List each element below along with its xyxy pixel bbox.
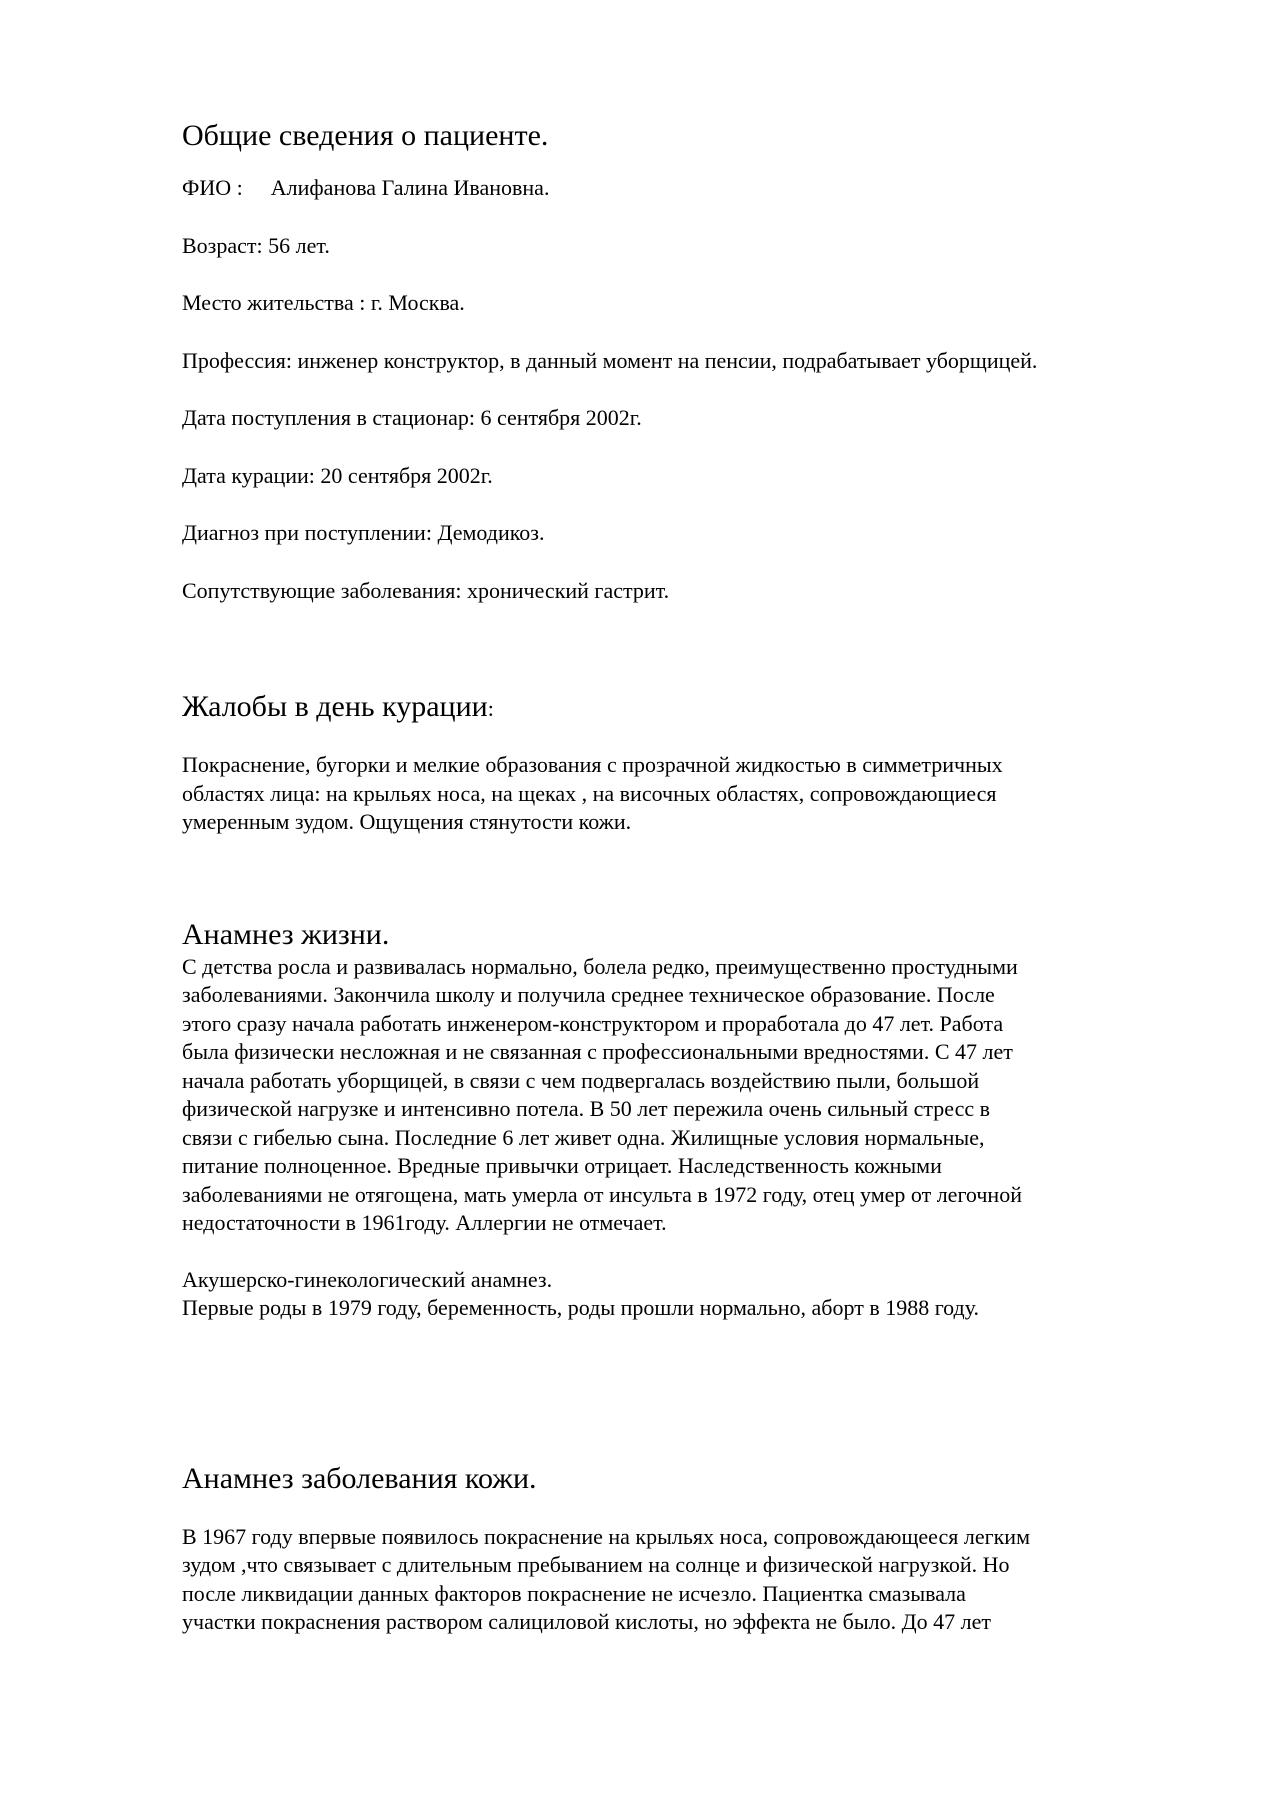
skin-line: В 1967 году впервые появилось покраснение на крыльях носа, сопровождающееся легким bbox=[182, 1523, 1030, 1549]
fio-value: Алифанова Галина Ивановна. bbox=[270, 175, 550, 200]
life-line: была физически несложная и не связанная с профессиональными вредностями. С 47 лет bbox=[182, 1039, 1013, 1064]
fio-label: ФИО : bbox=[182, 175, 243, 200]
residence-line: Место жительства : г. Москва. bbox=[182, 290, 465, 315]
complaints-line: областях лица: на крыльях носа, на щеках , на височных областях, сопровождающиеся bbox=[182, 780, 997, 806]
life-line: этого сразу начала работать инженером-конструктором и проработала до 47 лет. Работа bbox=[182, 1010, 1004, 1036]
section-title-complaints bbox=[182, 689, 1202, 727]
document-content bbox=[182, 118, 1202, 1637]
section-title-general: Общие сведения о пациенте. bbox=[182, 119, 549, 152]
profession-line: Профессия: инженер конструктор, в данный момент на пенсии, подрабатывает уборщицей. bbox=[182, 347, 1038, 373]
life-line: заболеваниями. Закончила школу и получила среднее техническое образование. После bbox=[182, 982, 995, 1007]
skin-paragraph bbox=[182, 1523, 1202, 1637]
life-line: С детства росла и развивалась нормально, болела редко, преимущественно простудными bbox=[182, 953, 1018, 979]
life-line: физической нагрузке и интенсивно потела. В 50 лет пережила очень сильный стресс в bbox=[182, 1096, 990, 1121]
section-title-life: Анамнез жизни. bbox=[182, 917, 390, 951]
complaints-line: умеренным зудом. Ощущения стянутости кожи. bbox=[182, 809, 632, 834]
diagnosis-line: Диагноз при поступлении: Демодикоз. bbox=[182, 520, 545, 545]
complaints-line: Покраснение, бугорки и мелкие образования с прозрачной жидкостью в симметричных bbox=[182, 752, 1003, 777]
life-line: заболеваниями не отягощена, мать умерла от инсульта в 1972 году, отец умер от легочной bbox=[182, 1181, 1022, 1207]
complaints-title-text: Жалобы в день курации bbox=[182, 690, 488, 723]
skin-line: после ликвидации данных факторов покраснение не исчезло. Пациентка смазывала bbox=[182, 1580, 966, 1606]
life-line: питание полноценное. Вредные привычки отрицает. Наследственность кожными bbox=[182, 1153, 942, 1178]
complaints-title-colon: : bbox=[487, 696, 494, 721]
skin-line: зудом ,что связывает с длительным пребыванием на солнце и физической нагрузкой. Но bbox=[182, 1552, 1010, 1577]
life-paragraph bbox=[182, 953, 1202, 1238]
fio-line bbox=[182, 174, 1202, 203]
life-line: связи с гибелью сына. Последние 6 лет живет одна. Жилищные условия нормальные, bbox=[182, 1124, 985, 1150]
complaints-paragraph bbox=[182, 751, 1202, 837]
curation-date-line: Дата курации: 20 сентября 2002г. bbox=[182, 462, 493, 488]
life-line: начала работать уборщицей, в связи с чем подвергалась воздействию пыли, большой bbox=[182, 1067, 980, 1093]
comorbidities-line: Сопутствующие заболевания: хронический гастрит. bbox=[182, 577, 670, 603]
obgyn-title: Акушерско-гинекологический анамнез. bbox=[182, 1266, 553, 1292]
skin-line: участки покраснения раствором салициловой кислоты, но эффекта не было. До 47 лет bbox=[182, 1609, 991, 1634]
section-title-skin: Анамнез заболевания кожи. bbox=[182, 1461, 537, 1495]
age-line: Возраст: 56 лет. bbox=[182, 232, 330, 258]
admission-date-line: Дата поступления в стационар: 6 сентября 2002г. bbox=[182, 405, 642, 430]
obgyn-text: Первые роды в 1979 году, беременность, роды прошли нормально, аборт в 1988 году. bbox=[182, 1295, 980, 1320]
life-line: недостаточности в 1961году. Аллергии не отмечает. bbox=[182, 1210, 667, 1235]
